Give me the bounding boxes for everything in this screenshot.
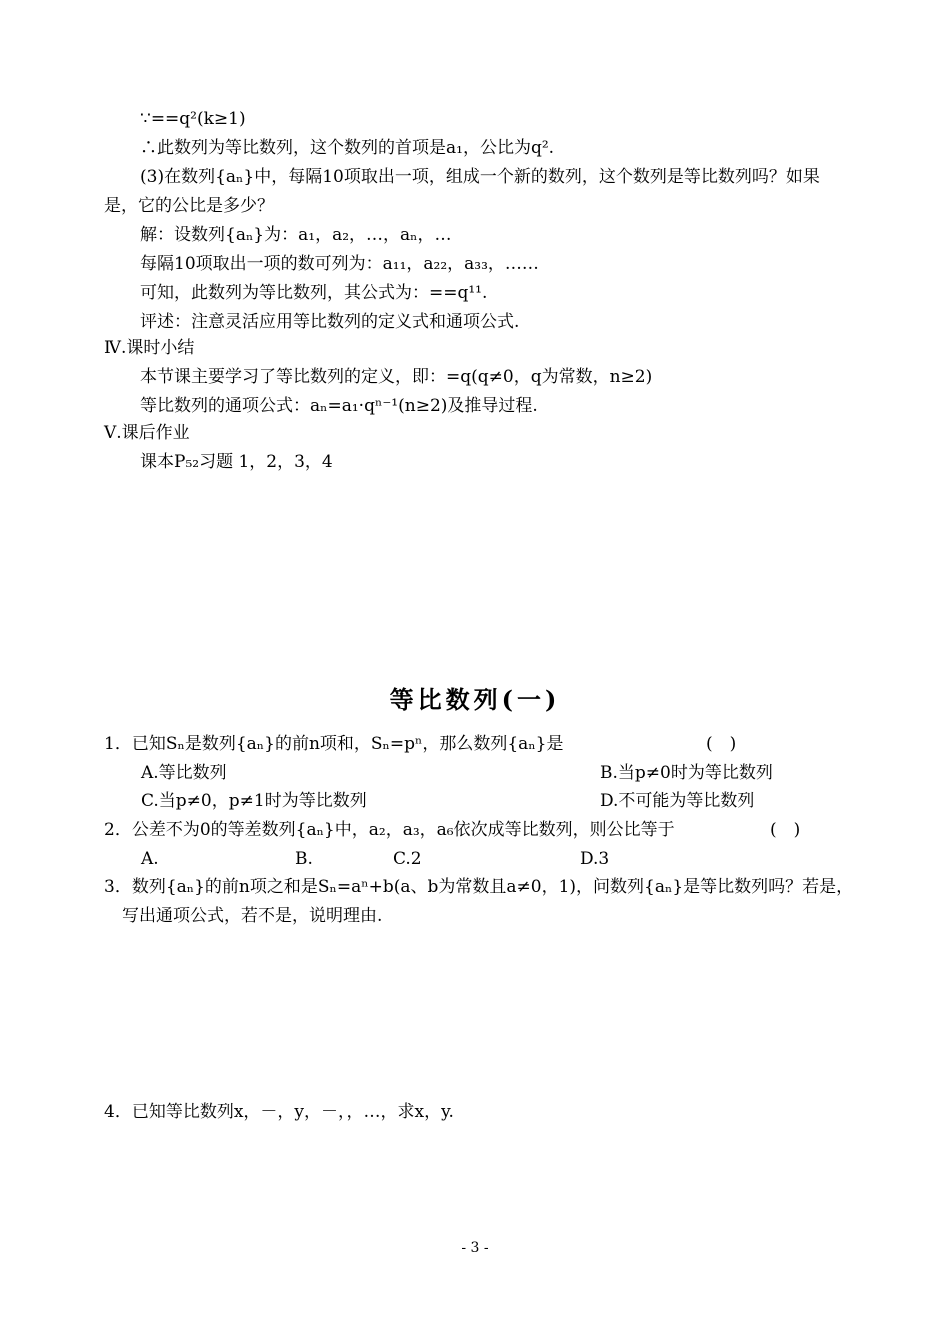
question-2: 2．公差不为0的等差数列{aₙ}中，a₂，a₃，a₆依次成等比数列，则公比等于 — [104, 820, 675, 840]
question-2-option-c: C.2 — [393, 849, 422, 869]
question-3: 3．数列{aₙ}的前n项之和是Sₙ=aⁿ+b(a、b为常数且a≠0，1)，问数列{aₙ}是等比数列吗？若是， — [104, 877, 854, 897]
question-1-option-b: B.当p≠0时为等比数列 — [600, 763, 773, 783]
question-2-answer-paren: ( ) — [770, 820, 801, 840]
page-number: - 3 - — [461, 1240, 489, 1256]
line-summary-definition: 本节课主要学习了等比数列的定义，即：=q(q≠0，q为常数，n≥2) — [140, 367, 653, 387]
line-formula: 可知，此数列为等比数列，其公式为：==q¹¹. — [140, 283, 488, 303]
page-title: 等比数列(一) — [389, 685, 561, 714]
line-question-3: (3)在数列{aₙ}中，每隔10项取出一项，组成一个新的数列，这个数列是等比数列吗？如果 — [140, 167, 820, 187]
question-2-option-b: B. — [295, 849, 313, 869]
line-solution: 解：设数列{aₙ}为：a₁，a₂，…，aₙ，… — [140, 225, 452, 245]
question-2-option-d: D.3 — [580, 849, 610, 869]
question-1-option-a: A.等比数列 — [141, 763, 227, 783]
question-1-option-d: D.不可能为等比数列 — [600, 791, 755, 811]
section-summary-heading: Ⅳ.课时小结 — [104, 338, 195, 358]
line-homework: 课本P₅₂习题 1，2，3，4 — [140, 452, 333, 472]
question-1-answer-paren: ( ) — [706, 734, 737, 754]
line-summary-formula: 等比数列的通项公式：aₙ=a₁·qⁿ⁻¹(n≥2)及推导过程. — [140, 396, 538, 416]
line-question-3-cont: 是，它的公比是多少？ — [104, 196, 274, 216]
section-homework-heading: Ⅴ.课后作业 — [104, 423, 190, 443]
question-4: 4．已知等比数列x，－，y，－，，…，求x，y. — [104, 1102, 454, 1122]
question-2-option-a: A. — [141, 849, 159, 869]
line-comment: 评述：注意灵活应用等比数列的定义式和通项公式. — [140, 312, 520, 332]
question-3-cont: 写出通项公式，若不是，说明理由. — [122, 906, 383, 926]
line-every-ten: 每隔10项取出一项的数可列为：a₁₁，a₂₂，a₃₃，…… — [140, 254, 539, 274]
line-conclusion: ∴此数列为等比数列，这个数列的首项是a₁，公比为q². — [140, 138, 555, 158]
line-ratio: ∵==q²(k≥1) — [140, 109, 246, 129]
question-1: 1．已知Sₙ是数列{aₙ}的前n项和，Sₙ=pⁿ，那么数列{aₙ}是 — [104, 734, 564, 754]
question-1-option-c: C.当p≠0，p≠1时为等比数列 — [141, 791, 367, 811]
